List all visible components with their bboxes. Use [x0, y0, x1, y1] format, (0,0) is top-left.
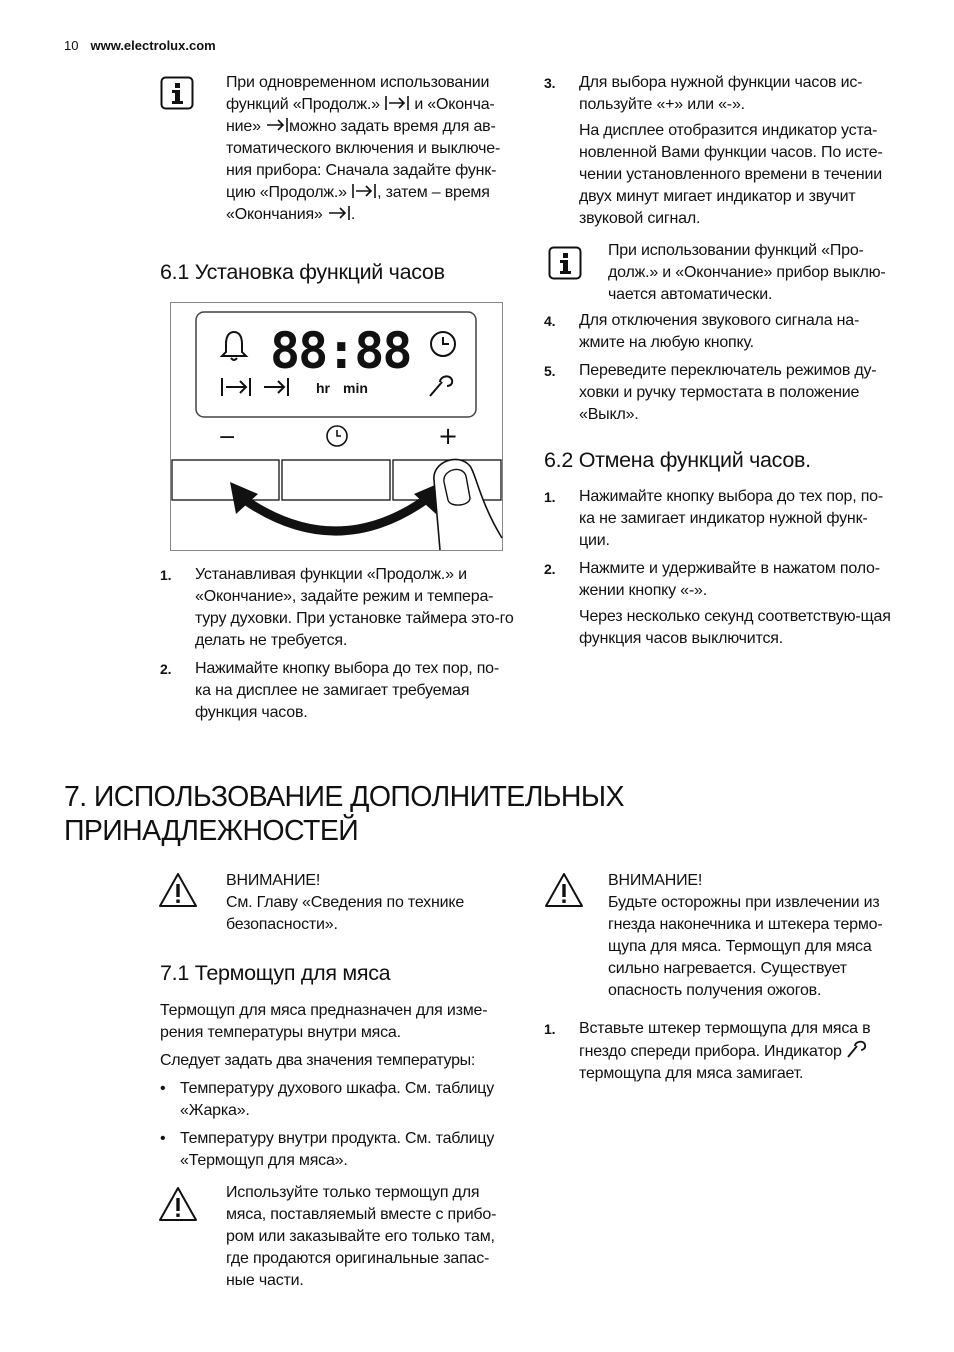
- clock-control-panel-illustration: [170, 302, 504, 552]
- website-link[interactable]: www.electrolux.com: [90, 38, 216, 53]
- section-number: 6.2: [544, 448, 573, 472]
- section-7-1-body: [160, 1000, 514, 1178]
- continue-function-icon: [384, 95, 410, 111]
- list-item: 5. Переведите переключатель режимов ду-ховки и ручку термостата в положение «Выкл».: [544, 362, 877, 423]
- page-header: [64, 38, 216, 53]
- list-item: 1. Нажимайте кнопку выбора до тех пор, по-ка не замигает индикатор нужной функ-ции.: [544, 488, 884, 549]
- list-item: 1. Устанавливая функции «Продолж.» и «Окончание», задайте режим и темпера-туру духовки. При установке таймера это-го делать не требуется.: [160, 566, 514, 649]
- section-number: 6.1: [160, 260, 189, 284]
- list-item: 1. Вставьте штекер термощупа для мяса в гнездо спереди прибора. Индикатор термощупа для мяса замигает.: [544, 1020, 871, 1082]
- section-number: 7.: [64, 781, 87, 813]
- meat-probe-icon: [846, 1040, 868, 1058]
- minus-button: [172, 460, 279, 500]
- section-6-2-steps: [544, 486, 898, 656]
- section-7-1-right-steps: [544, 1018, 898, 1091]
- list-item: 2. Нажмите и удерживайте в нажатом поло-жении кнопку «-».: [544, 560, 880, 599]
- warning-probe: Используйте только термощуп для мяса, поставляемый вместе с прибо-ром или заказывайте его только там, где продаются оригинальные запас-ные части.: [226, 1184, 497, 1289]
- list-item: 4. Для отключения звукового сигнала на-жмите на любую кнопку.: [544, 312, 860, 351]
- list-item: • Температуру внутри продукта. См. таблицу «Термощуп для мяса».: [160, 1130, 495, 1169]
- right-column-steps: [544, 72, 898, 236]
- plus-label: +: [438, 422, 459, 450]
- info-icon: [160, 76, 194, 110]
- step-note: Через несколько секунд соответствую-щая функция часов выключится.: [579, 608, 891, 647]
- info-box-right: При использовании функций «Про-долж.» и «Окончание» прибор выклю-чается автоматически.: [608, 242, 886, 303]
- section-6-1-steps: [160, 564, 514, 730]
- display-digits: 88:88: [270, 322, 411, 380]
- warning-title: ВНИМАНИЕ!: [226, 872, 321, 889]
- section-7-heading: 7. ИСПОЛЬЗОВАНИЕ ДОПОЛНИТЕЛЬНЫХ ПРИНАДЛЕЖНОСТЕЙ: [64, 781, 624, 847]
- subheading: Следует задать два значения температуры:: [160, 1052, 476, 1069]
- end-function-icon: [327, 205, 351, 221]
- warning-text: См. Главу «Сведения по технике безопасности».: [226, 894, 465, 933]
- section-6-2-heading: [544, 447, 811, 473]
- warning-title: ВНИМАНИЕ!: [608, 872, 703, 889]
- step-note: На дисплее отобразится индикатор уста-новленной Вами функции часов. По исте-чении установленного времени в течении двух минут мигает индикатор и звучит звуковой сигнал.: [579, 122, 883, 227]
- section-title: Отмена функций часов.: [578, 448, 811, 472]
- page-number: 10: [64, 38, 79, 53]
- section-title: Установка функций часов: [194, 260, 445, 284]
- end-function-icon: [265, 117, 289, 133]
- list-item: 3. Для выбора нужной функции часов ис-пользуйте «+» или «-».: [544, 74, 863, 113]
- section-number: 7.1: [160, 961, 189, 985]
- warning-text: Будьте осторожны при извлечении из гнезда наконечника и штекера термо-щупа для мяса. Термощуп для мяса сильно нагревается. Существует опасность получения ожогов.: [608, 894, 883, 999]
- list-item: • Температуру духового шкафа. См. таблицу «Жарка».: [160, 1080, 494, 1119]
- warning-icon: [544, 872, 584, 908]
- list-item: 2. Нажимайте кнопку выбора до тех пор, по-ка на дисплее не замигает требуемая функция часов.: [160, 660, 500, 721]
- hr-label: hr: [316, 380, 330, 396]
- warning-icon: [158, 1186, 198, 1222]
- section-7-1-heading: [160, 960, 390, 986]
- warning-right: [608, 870, 900, 1002]
- select-button: [282, 460, 390, 500]
- minus-label: −: [218, 425, 237, 450]
- section-intro: Термощуп для мяса предназначен для изме-рения температуры внутри мяса.: [160, 1002, 488, 1041]
- info-icon: [548, 246, 582, 280]
- warning-left: [226, 870, 526, 936]
- right-column-steps-4-5: [544, 310, 898, 432]
- section-title: Термощуп для мяса: [194, 961, 391, 985]
- min-label: min: [343, 380, 368, 396]
- section-6-1-heading: [160, 259, 445, 285]
- warning-icon: [158, 872, 198, 908]
- continue-function-icon: [351, 183, 377, 199]
- info-box-top: При одновременном использовании функций «Продолж.» и «Оконча- ние» можно задать время для ав- томатического включения и выключе- ния прибора: Сначала задайте функ- цию «Продолж.» , затем – время «Окончания» .: [226, 74, 501, 223]
